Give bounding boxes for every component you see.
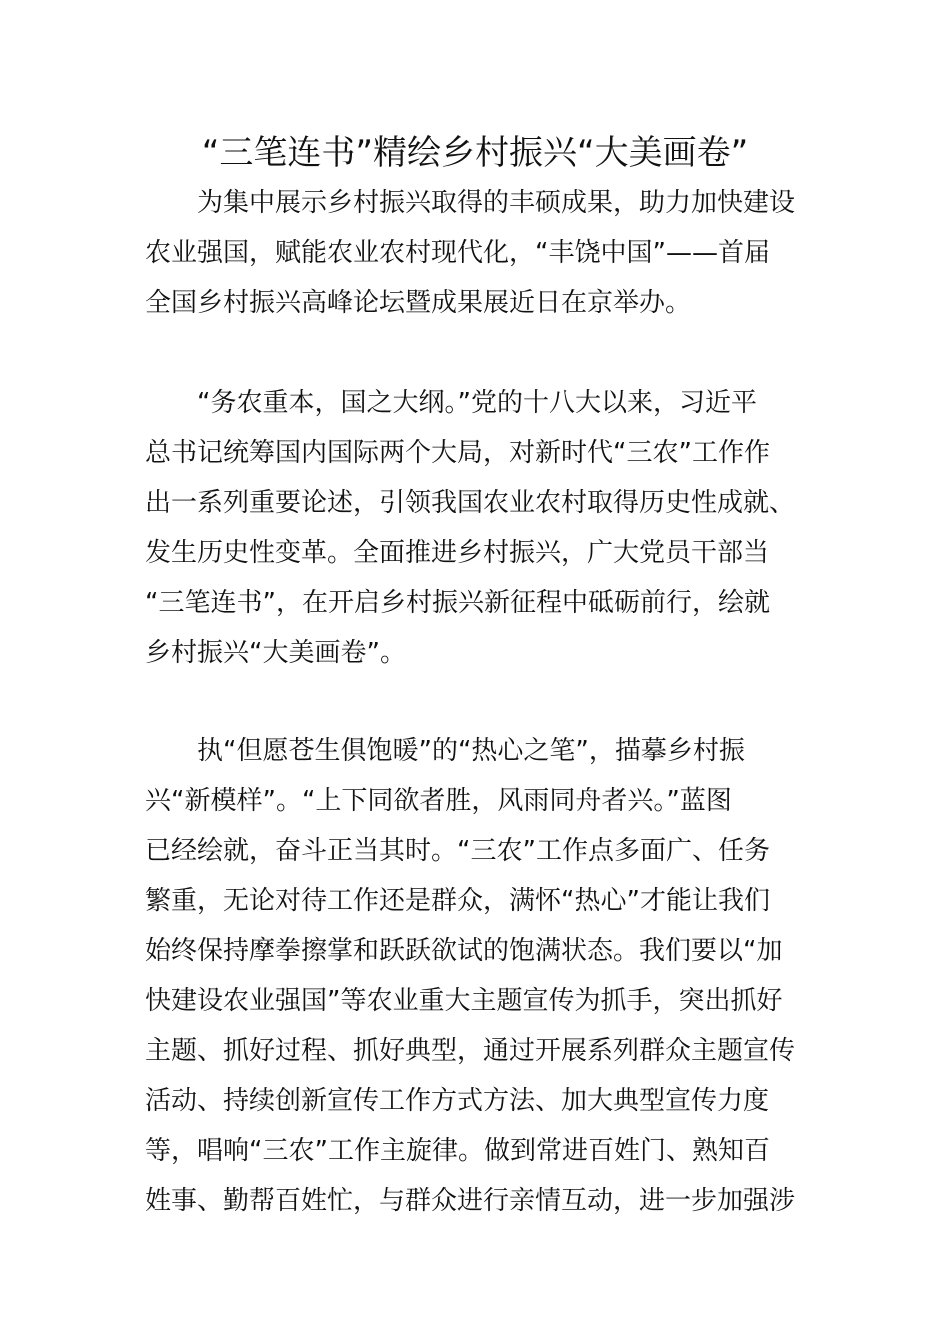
paragraph-line: 始终保持摩拳擦掌和跃跃欲试的饱满状态。我们要以“加 <box>145 936 783 966</box>
paragraph-line: 主题、抓好过程、抓好典型，通过开展系列群众主题宣传 <box>145 1036 796 1066</box>
paragraph-line: 姓事、勤帮百姓忙，与群众进行亲情互动，进一步加强涉 <box>145 1186 796 1216</box>
paragraph-line: 全国乡村振兴高峰论坛暨成果展近日在京举办。 <box>145 288 692 318</box>
paragraph-line: “三笔连书”，在开启乡村振兴新征程中砥砺前行，绘就 <box>145 588 770 618</box>
paragraph-line: 繁重，无论对待工作还是群众，满怀“热心”才能让我们 <box>145 886 770 916</box>
paragraph-line: 已经绘就，奋斗正当其时。“三农”工作点多面广、任务 <box>145 836 770 866</box>
paragraph-line: 快建设农业强国”等农业重大主题宣传为抓手，突出抓好 <box>145 986 783 1016</box>
paragraph-line: 农业强国，赋能农业农村现代化，“丰饶中国”——首届 <box>145 238 770 268</box>
paragraph-line: 总书记统筹国内国际两个大局，对新时代“三农”工作作 <box>145 438 770 468</box>
paragraph-line: “务农重本，国之大纲。”党的十八大以来，习近平 <box>197 388 757 418</box>
document-title: “三笔连书”精绘乡村振兴“大美画卷” <box>201 133 749 173</box>
paragraph-line: 发生历史性变革。全面推进乡村振兴，广大党员干部当 <box>145 538 770 568</box>
paragraph-line: 兴“新模样”。“上下同欲者胜，风雨同舟者兴。”蓝图 <box>145 786 732 816</box>
paragraph-line: 乡村振兴“大美画卷”。 <box>145 638 406 668</box>
paragraph-1 <box>145 178 810 328</box>
paragraph-line: 活动、持续创新宣传工作方式方法、加大典型宣传力度 <box>145 1086 770 1116</box>
paragraph-line: 执“但愿苍生俱饱暖”的“热心之笔”，描摹乡村振 <box>197 736 745 766</box>
paragraph-line: 等，唱响“三农”工作主旋律。做到常进百姓门、熟知百 <box>145 1136 770 1166</box>
paragraph-line: 为集中展示乡村振兴取得的丰硕成果，助力加快建设 <box>197 188 796 218</box>
paragraph-line: 出一系列重要论述，引领我国农业农村取得历史性成就、 <box>145 488 796 518</box>
paragraph-2 <box>145 378 810 678</box>
paragraph-3 <box>145 726 810 1226</box>
